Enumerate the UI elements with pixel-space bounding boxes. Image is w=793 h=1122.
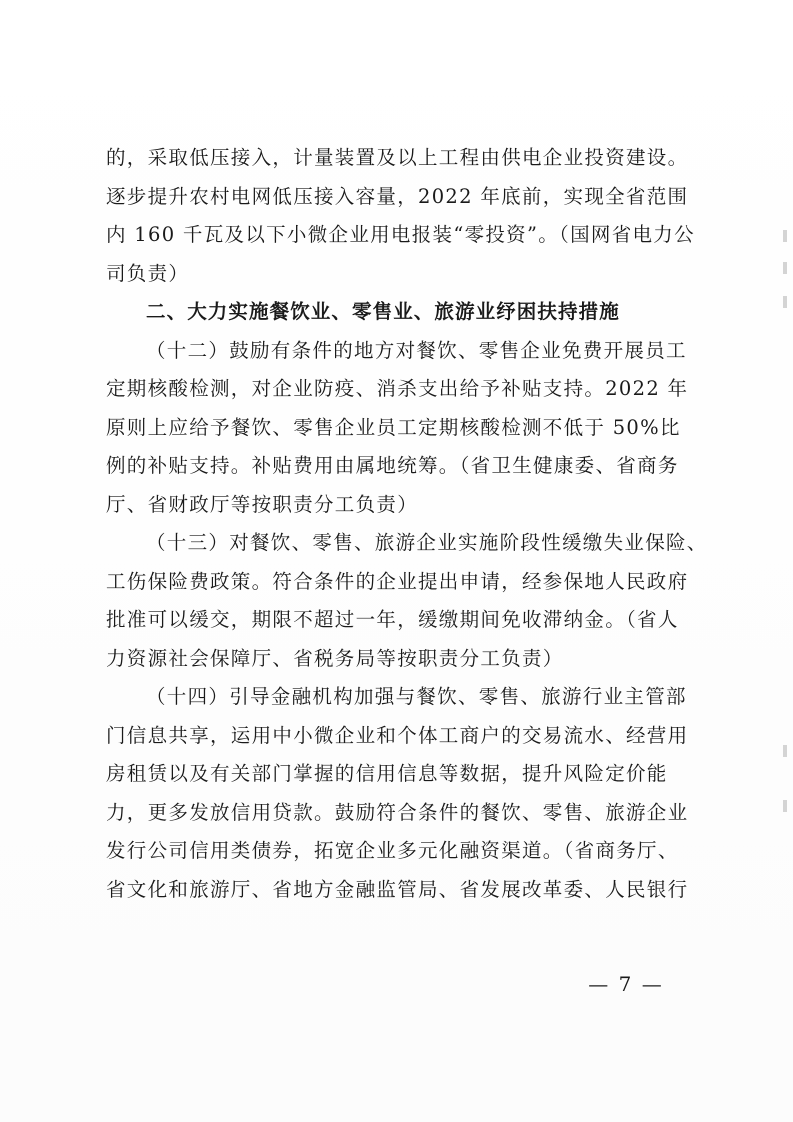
text-line: 力，更多发放信用贷款。鼓励符合条件的餐饮、零售、旅游企业 <box>106 800 689 824</box>
text-line: 房租赁以及有关部门掌握的信用信息等数据，提升风险定价能 <box>106 762 668 785</box>
document-body <box>106 139 708 909</box>
text-line: 门信息共享，运用中小微企业和个体工商户的交易流水、经营用 <box>106 723 689 747</box>
scan-edge-mark <box>783 800 787 812</box>
text-line: 司负责） <box>106 261 190 285</box>
scan-edge-mark <box>783 745 787 757</box>
section-heading: 二、大力实施餐饮业、零售业、旅游业纾困扶持措施 <box>146 300 620 323</box>
text-line: 的，采取低压接入，计量装置及以上工程由供电企业投资建设。 <box>106 146 689 169</box>
paragraph-13 <box>106 524 708 678</box>
scan-edge-mark <box>783 296 787 308</box>
text-line: 原则上应给予餐饮、零售企业员工定期核酸检测不低于 50%比 <box>106 415 681 439</box>
text-line: 内 160 千瓦及以下小微企业用电报装“零投资”。（国网省电力公 <box>106 223 695 246</box>
text-line: 批准可以缓交，期限不超过一年，缓缴期间免收滞纳金。（省人 <box>106 608 679 631</box>
paragraph-14 <box>106 678 694 909</box>
text-line: 逐步提升农村电网低压接入容量，2022 年底前，实现全省范围 <box>106 184 689 208</box>
scan-edge-mark <box>783 262 787 274</box>
text-line: 工伤保险费政策。符合条件的企业提出申请，经参保地人民政府 <box>106 569 689 593</box>
text-line: 省文化和旅游厅、省地方金融监管局、省发展改革委、人民银行 <box>106 877 689 901</box>
text-line: （十二）鼓励有条件的地方对餐饮、零售企业免费开展员工 <box>146 338 687 362</box>
text-line: （十四）引导金融机构加强与餐饮、零售、旅游行业主管部 <box>146 685 687 708</box>
paragraph-12 <box>106 332 694 525</box>
page-number: — 7 — <box>588 972 664 996</box>
text-line: （十三）对餐饮、零售、旅游企业实施阶段性缓缴失业保险、 <box>146 531 708 554</box>
text-line: 厅、省财政厅等按职责分工负责） <box>106 492 419 516</box>
text-line: 力资源社会保障厅、省税务局等按职责分工负责） <box>106 646 564 670</box>
paragraph-continuation <box>106 139 694 293</box>
scan-edge-mark <box>783 230 787 242</box>
text-line: 发行公司信用类债券，拓宽企业多元化融资渠道。（省商务厅、 <box>106 839 679 862</box>
text-line: 定期核酸检测，对企业防疫、消杀支出给予补贴支持。2022 年 <box>106 377 689 400</box>
text-line: 例的补贴支持。补贴费用由属地统筹。（省卫生健康委、省商务 <box>106 454 679 477</box>
